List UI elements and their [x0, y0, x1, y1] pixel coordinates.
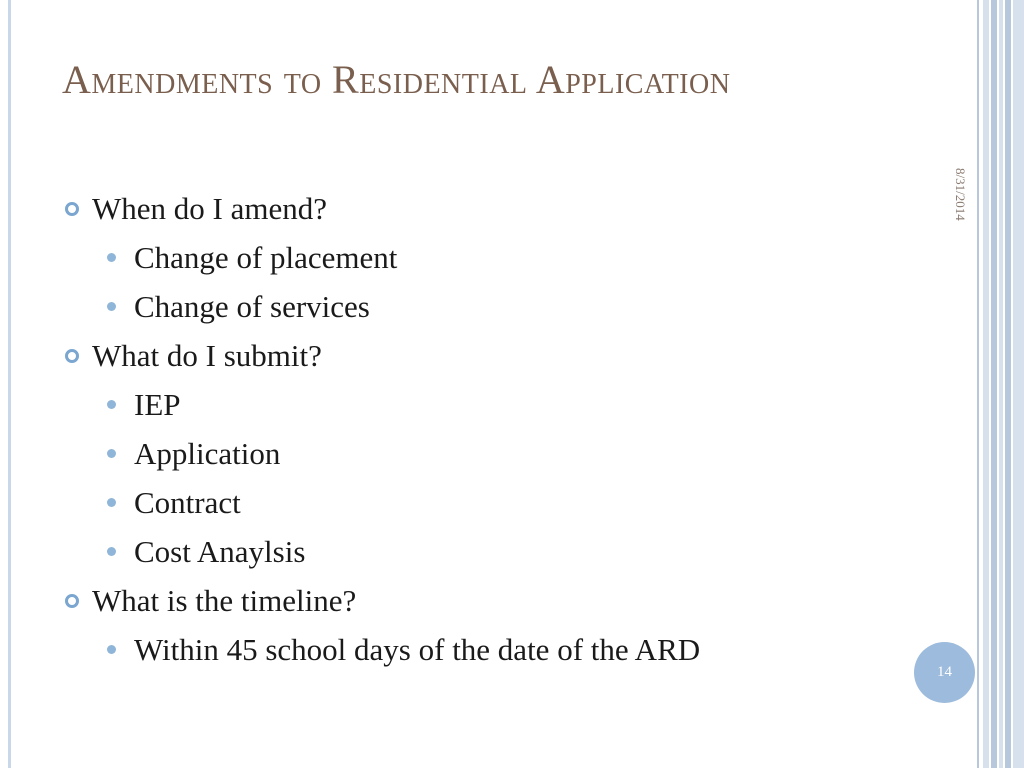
- decorative-stripe: [1013, 0, 1024, 768]
- sub-bullet-item: [62, 478, 932, 527]
- bullet-text: Cost Anaylsis: [134, 534, 306, 569]
- sub-bullet-item: [62, 233, 932, 282]
- bullet-item: [62, 184, 932, 233]
- decorative-stripe: [977, 0, 979, 768]
- bullet-text: What do I submit?: [92, 338, 322, 373]
- filled-circle-bullet-icon: [107, 498, 116, 507]
- bullet-text: Application: [134, 436, 281, 471]
- hollow-circle-bullet-icon: [65, 202, 79, 216]
- bullet-text: Within 45 school days of the date of the ARD: [134, 632, 701, 667]
- sub-bullet-item: [62, 380, 932, 429]
- bullet-text: What is the timeline?: [92, 583, 357, 618]
- bullet-text: When do I amend?: [92, 191, 327, 226]
- decorative-stripe: [1005, 0, 1011, 768]
- slide-date: 8/31/2014: [953, 168, 968, 221]
- decorative-stripe: [991, 0, 997, 768]
- bullet-text: Contract: [134, 485, 241, 520]
- bullet-item: [62, 576, 932, 625]
- bullet-list: [62, 184, 932, 674]
- sub-bullet-item: [62, 625, 932, 674]
- sub-bullet-item: [62, 282, 932, 331]
- filled-circle-bullet-icon: [107, 302, 116, 311]
- sub-bullet-item: [62, 429, 932, 478]
- filled-circle-bullet-icon: [107, 645, 116, 654]
- page-number: 14: [937, 664, 952, 680]
- filled-circle-bullet-icon: [107, 449, 116, 458]
- filled-circle-bullet-icon: [107, 400, 116, 409]
- bullet-text: Change of services: [134, 289, 370, 324]
- page-number-badge: [914, 642, 975, 703]
- hollow-circle-bullet-icon: [65, 349, 79, 363]
- bullet-text: Change of placement: [134, 240, 398, 275]
- decorative-stripe: [983, 0, 989, 768]
- left-border-stripe: [8, 0, 11, 768]
- filled-circle-bullet-icon: [107, 547, 116, 556]
- slide-title: Amendments to Residential Application: [62, 57, 731, 102]
- bullet-text: IEP: [134, 387, 181, 422]
- decorative-stripe: [999, 0, 1003, 768]
- filled-circle-bullet-icon: [107, 253, 116, 262]
- sub-bullet-item: [62, 527, 932, 576]
- hollow-circle-bullet-icon: [65, 594, 79, 608]
- bullet-item: [62, 331, 932, 380]
